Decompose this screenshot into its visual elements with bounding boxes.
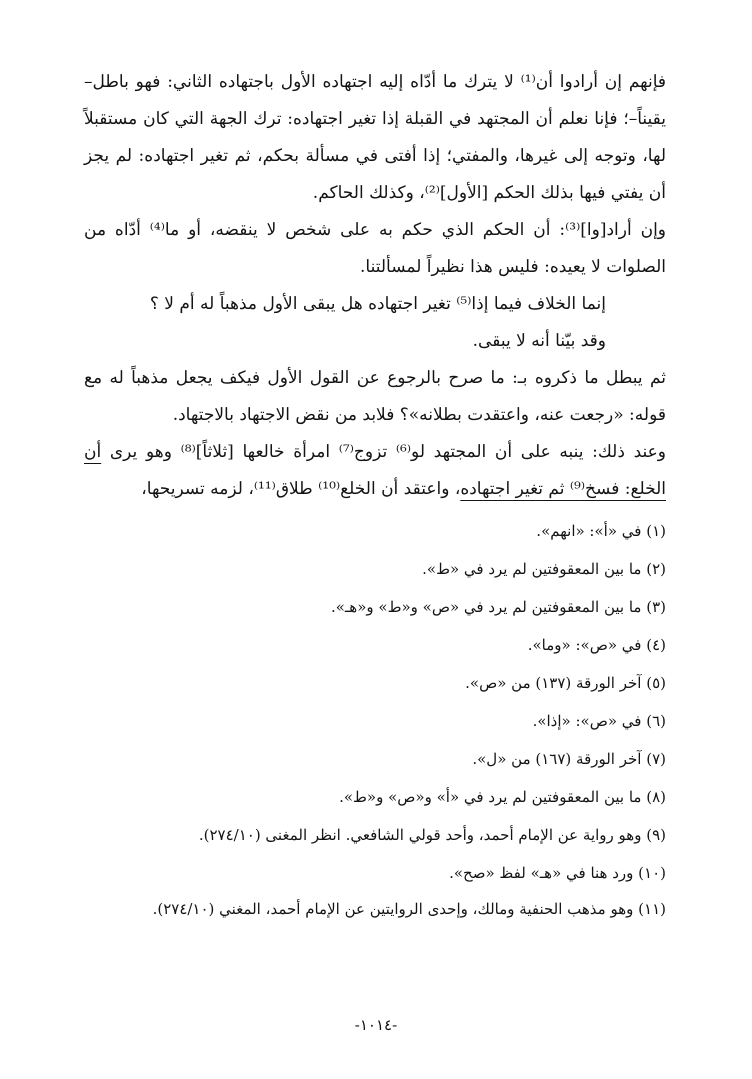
paragraph-6-part-1: وعند ذلك: ينبه على أن المجتهد لو⁽⁶⁾ تزوج⁽⁷⁾ امرأة خالعها [ثلاثاً]⁽⁸⁾ وهو يرى [101,442,666,462]
paragraph-6 [84,434,666,508]
paragraph-4: وقد بيّنا أنه لا يبقى. [472,331,606,351]
footnote-9: (٩) وهو رواية عن الإمام أحمد، وأحد قولي الشافعي. انظر المغنى (٢٧٤/١٠). [198,826,666,844]
footnote-11: (١١) وهو مذهب الحنفية ومالك، وإحدى الروايتين عن الإمام أحمد، المغني (٢٧٤/١٠). [152,900,666,918]
paragraph-5: ثم يبطل ما ذكروه بـ: ما صرح بالرجوع عن القول الأول فيكف يجعل مذهباً له مع قوله: «رجعت عنه، واعتقدت بطلانه»؟ فلابد من نقض الاجتهاد بالاجتهاد. [84,368,666,425]
paragraph-1: فإنهم إن أرادوا أن⁽¹⁾ لا يترك ما أدّاه إليه اجتهاده الأول باجتهاده الثاني: فهو باطل– يقيناً–؛ فإنا نعلم أن المجتهد في القبلة إذا تغير اجتهاده: ترك الجهة التي كان مستقبلاً لها، وتوجه إلى غيرها، والمفتي؛ إذا أفتى في مسألة بحكم، ثم تغير اجتهاده: لم يجز أن يفتي فيها بذلك الحكم [الأول]⁽²⁾، وكذلك الحاكم. [84,72,667,203]
underlined-phrase: أن الخلع: فسخ⁽⁹⁾ ثم تغير اجتهاده [84,442,666,499]
footnotes [84,512,666,926]
paragraph-3: إنما الخلاف فيما إذا⁽⁵⁾ تغير اجتهاده هل يبقى الأول مذهباً له أم لا ؟ [149,294,606,314]
footnote-5: (٥) آخر الورقة (١٣٧) من «ص». [465,674,666,692]
footnote-10: (١٠) ورد هنا في «هـ» لفظ «صح». [449,864,666,882]
footnote-6: (٦) في «ص»: «إذا». [532,712,666,730]
footnote-8: (٨) ما بين المعقوفتين لم يرد في «أ» و«ص» و«ط». [339,788,666,806]
footnote-1: (١) في «أ»: «انهم». [536,522,666,540]
footnote-3: (٣) ما بين المعقوفتين لم يرد في «ص» و«ط» و«هـ». [330,598,666,616]
footnote-7: (٧) آخر الورقة (١٦٧) من «ل». [472,750,666,768]
paragraph-6-part-2: ، واعتقد أن الخلع⁽¹⁰⁾ طلاق⁽¹¹⁾، لزمه تسريحها، [141,479,461,499]
footnote-2: (٢) ما بين المعقوفتين لم يرد في «ط». [422,560,666,578]
page-number: -١٠١٤- [354,1016,398,1034]
paragraph-2: وإن أراد[وا]⁽³⁾: أن الحكم الذي حكم به على شخص لا ينقضه، أو ما⁽⁴⁾ أدّاه من الصلوات لا يعيده: فليس هذا نظيراً لمسألتنا. [84,220,666,277]
main-text [84,64,666,508]
footnote-4: (٤) في «ص»: «وما». [527,636,666,654]
